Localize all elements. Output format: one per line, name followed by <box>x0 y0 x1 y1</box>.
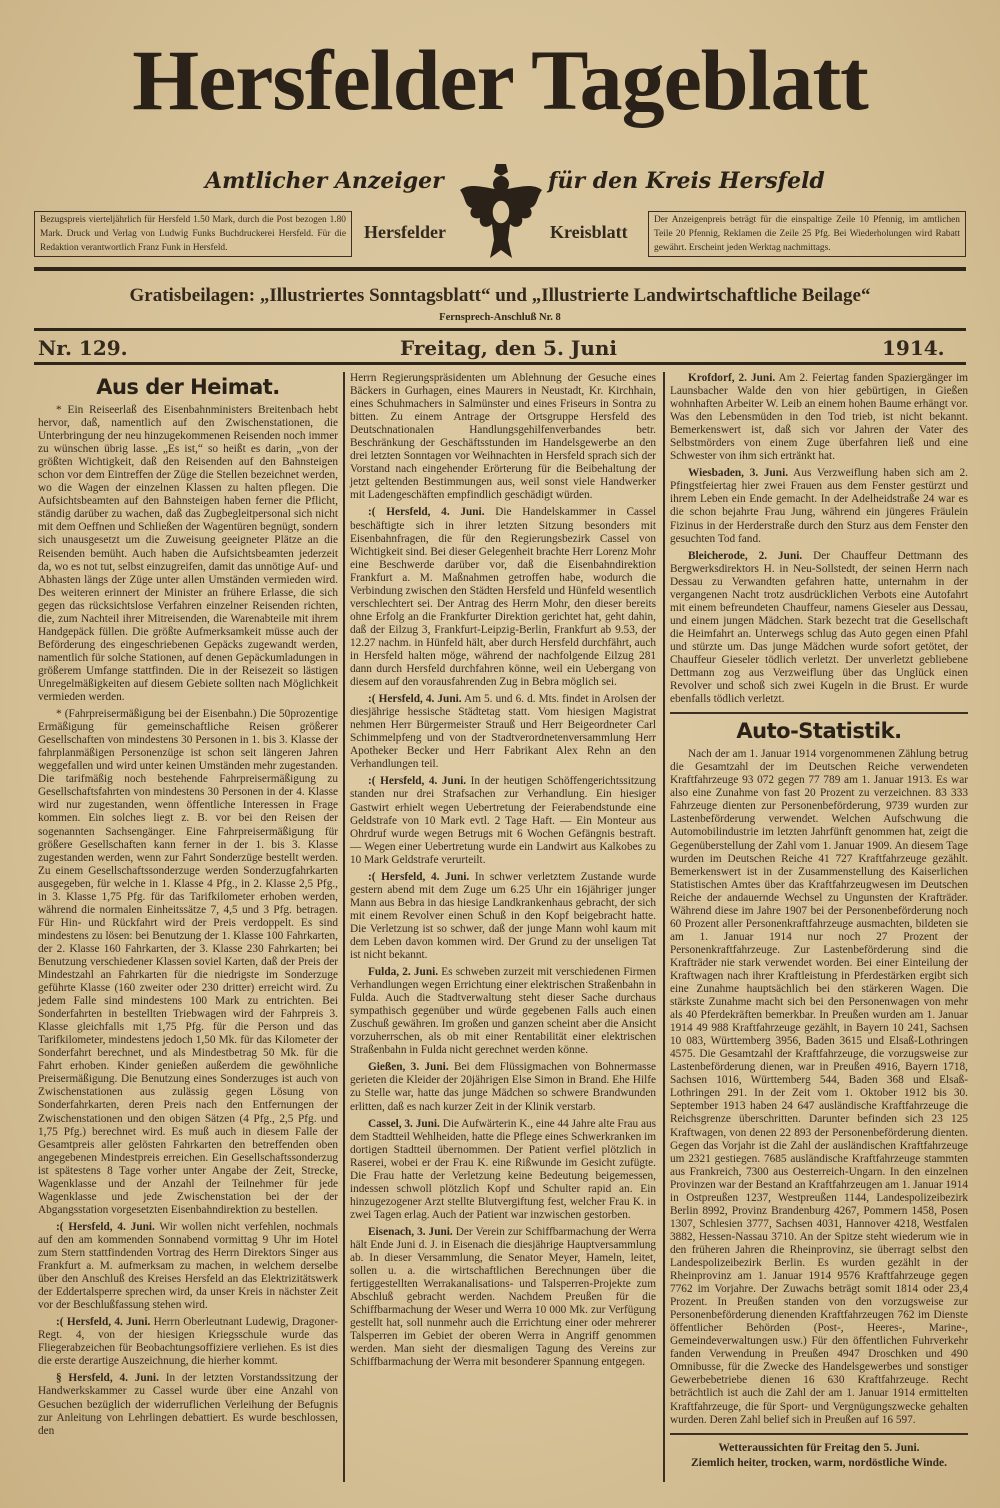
article-paragraph <box>38 1221 338 1312</box>
article-paragraph <box>38 1372 338 1437</box>
article-dateline: :( Hersfeld, 4. Juni. <box>56 1316 151 1329</box>
article-text: Am 5. und 6. d. Mts. findet in Arolsen der diesjährige hessische Städtetag statt. Vom hiesigen Magistrat nehmen Herr Bürgermeister Strauß und Herr Beigeordneter Carl Schimmelpfeng und von der Stadtverordnetenversammlung Herr Apotheker Becker und Herr Fabrikant Alex Rehn an den Verhandlungen teil. <box>350 693 656 771</box>
subtitle-right: für den Kreis Hersfeld <box>548 168 825 194</box>
article-dateline: :( Hersfeld, 4. Juni. <box>56 1220 155 1233</box>
article-dateline: Gießen, 3. Juni. <box>368 1061 449 1074</box>
article-paragraph <box>350 693 656 771</box>
article-text: Nach der am 1. Januar 1914 vorgenommenen Zählung betrug die Gesamtzahl der im Deutschen Reiche verwendeten Kraftfahrzeuge 93 072 gegen 77 789 am 1. Januar 1913. Es war also eine Zunahme von fast 20 Prozent zu verzeichnen. 83 333 Fahrzeuge dienten zur Personenbeförderung, 9739 wurden zur Lastenbeförderung verwendet. Welchen Aufschwung die Automobilindustrie im letzten Jahrfünft genommen hat, zeigt die Gegenüberstellung der Zahl vom 1. Januar 1909. An diesem Tage wurden im Deutschen Reiche 41 727 Kraftfahrzeuge gezählt. Bemerkenswert ist in der Zusammenstellung des Kaiserlichen Statistischen Amtes über das Kraftfahrzeugwesen im Deutschen Reiche der andauernde Wechsel zu Ungunsten der Krafträder. Während diese im Jahre 1907 bei der Personenbeförderung noch 60 Prozent aller Personenkraftfahrzeuge ausmachten, bildeten sie am 1. Januar 1914 nur noch 27 Prozent der Personenkraftfahrzeuge. Zur Lastenbeförderung sind die Krafträder nie stark verwendet worden. Bei einer Einteilung der Kraftwagen nach ihrer Kraftleistung in Pferdestärken ergibt sich eine Zunahme hauptsächlich bei den stärkeren Wagen. Die stärkste Zunahme macht sich bei den Personenwagen von mehr als 40 Pferdekräften bemerkbar. In Preußen wurden am 1. Januar 1914 49 988 Kraftfahrzeuge gezählt, in Bayern 10 241, Sachsen 10 083, Württemberg 3956, Baden 3615 und Elsaß-Lothringen 4575. Die Gesamtzahl der Kraftfahrzeuge, die vorzugsweise zur Lastenbeförderung dienen, war in Preußen 4916, Bayern 1718, Sachsen 1016, Württemberg 544, Baden 368 und Elsaß-Lothringen 291. In der Zeit vom 1. Oktober 1912 bis 30. September 1913 haben 24 647 ausländische Kraftfahrzeuge die Reichsgrenze überschritten. Darunter befinden sich 23 125 Kraftwagen, von denen 22 893 der Personenbeförderung dienten. Gegen das Vorjahr ist die Zahl der ausländischen Kraftfahrzeuge um 2321 gestiegen. 7685 ausländische Kraftfahrzeuge stammten aus Frankreich, 7300 aus Oesterreich-Ungarn. In den einzelnen Provinzen war der Bestand an Kraftfahrzeugen am 1. Januar 1914 in Ostpreußen 1237, Westpreußen 1144, Landespolizeibezirk Berlin 8992, Provinz Brandenburg 4267, Pommern 1458, Posen 1307, Schlesien 3777, Sachsen 4031, Hannover 4218, Westfalen 3882, Hessen-Nassau 3710. An der Spitze steht wiederum wie in den früheren Jahren die Rheinprovinz, sie überragt selbst den Landespolizeibezirk Berlin. Es wurden gezählt in der Rheinprovinz am 1. Januar 1914 9576 Kraftfahrzeuge gegen 7762 im Vorjahre. Der Zuwachs beträgt somit 1814 oder 23,4 Prozent. In Preußen standen von den vorzugsweise zur Personenbeförderung dienenden Kraftfahrzeugen 762 im Dienste öffentlicher Behörden (Post-, Heeres-, Marine-, Gemeindeverwaltungen usw.) Für den öffentlichen Fuhrverkehr fanden Verwendung in Preußen 4947 Droschken und 490 Omnibusse, für die Zwecke des Handelsgewerbes und sonstiger Gewerbebetriebe dienen 16 630 Kraftfahrzeuge. Recht beträchtlich ist auch die Zahl der am 1. Januar 1914 ermittelten Kraftfahrzeuge, die für Sport- und Vergnügungszwecke gehalten wurden. Deren Zahl belief sich in Preußen auf 16 597. <box>670 748 968 1426</box>
article-text: Die Aufwärterin K., eine 44 Jahre alte Frau aus dem Stadtteil Wehlheiden, hatte die Pflege eines Schwerkranken im dortigen Stadtteil übernommen. Der Patient verfiel plötzlich in Raserei, wobei er der Frau K. eine Rißwunde im Gesicht zufügte. Die Frau hatte der Verletzung keine Bedeutung beigemessen, indessen schwoll plötzlich Kopf und Schulter rapid an. Ein hinzugezogener Arzt stellte Blutvergiftung fest, welcher Frau K. in zwei Tagen erlag. Auch der Patient war inzwischen gestorben. <box>350 1117 657 1221</box>
article-text: Es schweben zurzeit mit verschiedenen Firmen Verhandlungen wegen Errichtung einer elektrischen Straßenbahn in Fulda. Auch die Stadtverwaltung steht dieser Sache durchaus sympathisch gegenüber und würde gegebenen Falls auch einen Zuschuß gewähren. Im großen und ganzen scheint aber die Ansicht vorzuherrschen, als ob mit einer Rentabilität einer elektrischen Straßenbahn in Fulda nicht gerechnet werden könne. <box>350 966 656 1057</box>
issue-date: Freitag, den 5. Juni <box>400 336 618 360</box>
article-paragraph <box>670 467 968 545</box>
article-paragraph <box>350 372 656 502</box>
imperial-eagle-icon <box>456 160 546 265</box>
article-paragraph <box>350 1061 656 1113</box>
weather-text: Ziemlich heiter, trocken, warm, nordöstliche Winde. <box>690 1456 948 1469</box>
article-paragraph <box>38 404 338 704</box>
article-paragraph <box>38 708 338 1217</box>
article-dateline: Krofdorf, 2. Juni. <box>688 372 776 384</box>
article-dateline: § Hersfeld, 4. Juni. <box>56 1372 159 1385</box>
emblem-label-right: Kreisblatt <box>550 222 628 242</box>
article-text: In der heutigen Schöffengerichtssitzung standen nur drei Strafsachen zur Verhandlung. Ein hiesiger Gastwirt erhielt wegen Uebertretung der Feierabendstunde eine Geldstrafe von 10 Mark evtl. 2 Tage Haft. — Ein Monteur aus Ohrdruf wurde wegen Betrugs mit 6 Wochen Gefängnis bestraft. — Wegen einer Uebertretung wurde ein Landwirt aus Kalkobes zu 10 Mark Geldstrafe verurteilt. <box>350 775 656 866</box>
divider <box>34 328 966 331</box>
column-1 <box>38 372 338 1442</box>
article-text: Aus Verzweiflung haben sich am 2. Pfingstfeiertag hier zwei Frauen aus dem Fenster gestürzt und ihrem Leben ein Ende gemacht. In der Adelheidstraße 24 war es die schon bejahrte Frau Jung, während ein jüngeres Fräulein Fizinus in der Herderstraße durch den Sturz aus dem Fenster den gesuchten Tod fand. <box>670 467 969 545</box>
phone-line: Fernsprech-Anschluß Nr. 8 <box>439 312 561 323</box>
article-dateline: :( Hersfeld, 4. Juni. <box>368 775 467 788</box>
article-dateline: :( Hersfeld, 4. Juni. <box>368 870 470 883</box>
advertising-info-box: Der Anzeigenpreis beträgt für die einspaltige Zeile 10 Pfennig, im amtlichen Teile 20 Pfennig, Reklamen die Zeile 25 Pfg. Bei Wiederholungen wird Rabatt gewährt. Erscheint jeden Werktag nachmittags. <box>648 211 966 257</box>
article-text: Herrn Oberleutnant Ludewig, Dragoner-Regt. 4, von der hiesigen Kriegsschule wurde das Fliegerabzeichen für Beobachtungsoffiziere verliehen. Es ist dies die erste derartige Auszeichnung, die hierher kommt. <box>38 1316 339 1368</box>
article-text: Der Chauffeur Dettmann des Bergwerksdirektors H. in Neu-Sollstedt, der seinen Herrn nach Dessau zu Verwandten gefahren hatte, unternahm in der vergangenen Nacht trotz ausdrücklichen Verbots eine Autofahrt mit einem befreundeten Chauffeur, namens Gieseler aus Dessau, und einem jungen Mädchen. Stark bezecht trat die Gesellschaft die Heimfahrt an. Unterwegs schlug das Auto gegen einen Pfahl und stürzte um. Das junge Mädchen wurde sofort getötet, der Chauffeur Gieseler tödlich verletzt. Der unverletzt gebliebene Dettmann zog aus Verzweiflung über das Unglück einen Revolver und schoß sich zwei Kugeln in die Brust. Er wurde ebenfalls tödlich verletzt. <box>670 549 969 706</box>
article-dateline: Cassel, 3. Juni. <box>368 1117 440 1130</box>
article-dateline: Bleicherode, 2. Juni. <box>688 549 803 562</box>
article-dateline: Wiesbaden, 3. Juni. <box>688 467 789 480</box>
subscription-info-box: Bezugspreis vierteljährlich für Hersfeld 1.50 Mark, durch die Post bezogen 1.80 Mark. Druck und Verlag von Ludwig Funks Buchdruckerei Hersfeld. Für die Redaktion verantwortlich Franz Funk in Hersfeld. <box>34 211 352 257</box>
article-text: In der letzten Vorstandssitzung der Handwerkskammer zu Cassel wurde über eine Anzahl von Gesuchen bezüglich der widerruflichen Verleihung der Befugnis zur Anleitung von Lehrlingen debattiert. Es wurde beschlossen, den <box>38 1372 339 1437</box>
section-heading: Auto-Statistik. <box>736 719 902 744</box>
article-dateline: Eisenach, 3. Juni. <box>368 1225 453 1238</box>
article-paragraph <box>350 1226 656 1370</box>
article-text: * (Fahrpreisermäßigung bei der Eisenbahn.) Die 50prozentige Ermäßigung für gemeinschaftliche Reisen größerer Gesellschaften von mindestens 30 Personen in 1. bis 3. Klasse der fahrplanmäßigen Personenzüge ist schon seit längeren Jahren weggefallen und wird unter keinen Umständen mehr zugestanden. Die tarifmäßig noch bestehende Fahrpreisermäßigung zu Gesellschaftsfahrten von mindestens 30 Personen in der 4. Klasse wird nur zugestanden, wenn öffentliche Interessen in Frage kommen. Ein solches liegt z. B. vor bei den Reisen der sogenannten Sachsengänger. Eine Fahrpreisermäßigung für größere Gesellschaften kann ferner in der 1. bis 3. Klasse zugestanden werden, wenn zur Fahrt Sonderzüge bestellt werden. Zu einem Gesellschaftssonderzuge werden Sonderzugfahrkarten ausgegeben, für welche in 1. Klasse 4 Pfg., in 2. Klasse 2,5 Pfg., in 3. Klasse 1,75 Pfg. für das Tarifkilometer erhoben werden, während die normalen Einheitssätze 7, 4,5 und 3 Pfg. betragen. Für Hin- und Rückfahrt wird der Preis verdoppelt. Es sind mindestens zu lösen: bei Benutzung der 1. Klasse 100 Fahrkarten, der 2. Klasse 160 Fahrkarten, der 3. Klasse 230 Fahrkarten; bei Benutzung verschiedener Klassen soviel Karten, daß der Preis der Mindestzahl an Fahrkarten für die niedrigste im Sonderzuge geführte Klasse (160 zweiter oder 230 dritter) erreicht wird. Zu jedem Falle sind mindestens 100 Mark zu entrichten. Bei Sonderfahrten in bestellten Triebwagen wird der Fahrpreis 3. Klasse gleichfalls mit 1,75 Pfg. für die Person und das Tarifkilometer, mindestens jedoch 1,50 Mk. für das Kilometer der Sonderfahrt berechnet, und als Mindestbetrag 50 Mk. für die Fahrt erhoben. Kinder genießen außerdem die gewöhnliche Preisermäßigung. Die Benutzung eines Sonderzuges ist auch von Zwischenstationen aus zulässig gegen Lösung von Sonderfahrkarten, deren Preis nach den Entfernungen der Zwischenstationen und den obigen Sätzen (4 Pfg., 2,5 Pfg. und 1,75 Pfg.) berechnet wird. Es muß auch in diesem Falle der Gesamtpreis aller gelösten Fahrkarten den betreffenden oben angegebenen Mindestpreis erreichen. Ein Gesellschaftssonderzug ist spätestens 8 Tage vorher unter Angabe der Zeit, Strecke, Wagenklasse und der Anzahl der Teilnehmer für jede Wagenklasse und jede Zwischenstation bei der der Abgangsstation vorgesetzten Eisenbahndirektion zu bestellen. <box>38 708 338 1216</box>
article-paragraph <box>670 748 968 1426</box>
article-text: Bei dem Flüssigmachen von Bohnermasse gerieten die Kleider der 20jährigen Else Simon in Brand. Ehe Hilfe zu Stelle war, hatte das junge Mädchen so schwere Brandwunden erlitten, daß es nach kurzer Zeit in der Klinik verstarb. <box>350 1061 656 1113</box>
article-dateline: :( Hersfeld, 4. Juni. <box>368 506 485 519</box>
divider <box>670 1433 968 1435</box>
divider <box>670 712 968 714</box>
divider <box>34 362 966 365</box>
article-dateline: Fulda, 2. Juni. <box>368 966 439 979</box>
issue-number: Nr. 129. <box>38 336 128 360</box>
article-text: Der Verein zur Schiffbarmachung der Werra hält Ende Juni d. J. in Eisenach die diesjährige Hauptversammlung ab. In dieser Versammlung, die Senator Meyer, Hameln, leitet, sollen u. a. die wirtschaftlichen Berechnungen über die fertiggestellten Werrakanalisations- und Talsperren-Projekte zum Abschluß gebracht werden. Nachdem Preußen für die Schiffbarmachung der Weser und Werra 10 000 Mk. zur Verfügung gestellt hat, soll nunmehr auch die Errichtung einer oder mehrerer Talsperren im Gebiet der oberen Werra in Angriff genommen werden. Man sieht der diesmaligen Tagung des Vereins zur Schiffbarmachung der Werra mit besonderer Spannung entgegen. <box>350 1225 657 1369</box>
section-heading: Aus der Heimat. <box>96 375 280 399</box>
article-paragraph <box>350 871 656 962</box>
article-paragraph <box>350 1118 656 1222</box>
divider <box>34 267 966 271</box>
column-3 <box>670 372 968 1471</box>
article-paragraph <box>670 550 968 707</box>
article-paragraph <box>38 1316 338 1368</box>
emblem-label-left: Hersfelder <box>364 222 446 242</box>
article-text: * Ein Reiseerlaß des Eisenbahnministers Breitenbach hebt hervor, daß, namentlich auf den Zwischenstationen, die Unterbringung der neu hinzugekommenen Reisenden noch immer zu wünschen übrig lasse. „Es ist,“ so heißt es darin, „von der größten Wichtigkeit, daß den Reisenden auf den Bahnsteigen schon vor dem Eintreffen der Züge die Stellen bezeichnet werden, wo die Wagen der einzelnen Klassen zu halten pflegen. Die Aufsichtsbeamten auf den Bahnsteigen haben ferner die Pflicht, ständig darüber zu wachen, daß das Zugbegleitpersonal sich nicht mit dem Oeffnen und Schließen der Wagentüren begnügt, sondern sich unausgesetzt um die Zuweisung geeigneter Plätze an die Reisenden bemüht. Auch haben die Aufsichtsbeamten jederzeit da, wo es not tut, selbst einzugreifen, damit das unnötige Auf- und Abhasten längs der Züge unter allen Umständen vermieden wird. Des weiteren erinnert der Minister an frühere Erlasse, die sich gegen das rücksichtslose Verfahren einzelner Reisenden richten, die, zum Nachteil ihrer Mitreisenden, die Warenabteile mit ihrem Handgepäck füllen. Die größte Aufmerksamkeit müsse auch der Beförderung des eingeschriebenen Gepäcks zugewandt werden, namentlich für solche Stationen, auf denen Gepäckumladungen in größerem Umfange stattfinden. Die in der Reisezeit so lästigen Unregelmäßigkeiten auf diesem Gebiete sollten nach Möglichkeit vermieden werden. <box>38 404 338 704</box>
article-text: Herrn Regierungspräsidenten um Ablehnung der Gesuche eines Bäckers in Gurhagen, eines Maurers in Neustadt, Kr. Kirchhain, eines Schuhmachers in Salmünster und eines Friseurs in Sontra zu bitten. Zu einem Antrage der Ortsgruppe Hersfeld des Deutschnationalen Handlungsgehilfenverbandes betr. Beschränkung der Geschäftsstunden im Handelsgewerbe an den drei letzten Sonntagen vor Weihnachten in Hersfeld sprach sich der Vorstand nach eingehender Erörterung für die Beibehaltung der jetzt geltenden Bestimmungen aus, weil sonst viele Handwerker mit Ladengeschäften empfindlich geschädigt würden. <box>350 372 656 502</box>
newspaper-title: Hersfelder Tageblatt <box>132 32 868 128</box>
article-paragraph <box>350 966 656 1057</box>
article-dateline: :( Hersfeld, 4. Juni. <box>368 693 462 706</box>
article-text: Wir wollen nicht verfehlen, nochmals auf den am kommenden Sonnabend vormittag 9 Uhr im Hotel zum Stern stattfindenden Vortrag des Herrn Direktors Singer aus Frankfurt a. M. aufmerksam zu machen, in welchem derselbe über den Anschluß des Kreises Hersfeld an das Elektrizitätswerk der Eddertalsperre sprechen wird, da unser Kreis in nächster Zeit vor der Beschlußfassung stehen wird. <box>38 1220 338 1312</box>
column-2 <box>350 372 656 1373</box>
weather-forecast <box>670 1441 968 1471</box>
article-text: In schwer verletztem Zustande wurde gestern abend mit dem Zuge um 6.25 Uhr ein 16jähriger junger Mann aus Bebra in das hiesige Landkrankenhaus gebracht, der sich mit einem Revolver einen Schuß in den Kopf beigebracht hatte. Die Verletzung ist so schwer, daß der junge Mann wohl kaum mit dem Leben davon kommen wird. Der Grund zu der unseligen Tat ist nicht bekannt. <box>350 870 656 962</box>
article-paragraph <box>670 372 968 463</box>
column-divider <box>663 372 665 1482</box>
weather-title: Wetteraussichten für Freitag den 5. Juni. <box>718 1441 920 1454</box>
subtitle-left: Amtlicher Anzeiger <box>205 168 444 194</box>
article-text: Die Handelskammer in Cassel beschäftigte sich in ihrer letzten Sitzung besonders mit Eisenbahnfragen, die für den Regierungsbezirk Cassel von Wichtigkeit sind. Bei dieser Gelegenheit brachte Herr Lorenz Mohr eine Beschwerde darüber vor, daß die Eisenbahndirektion Frankfurt a. M. Maßnahmen getroffen habe, wodurch die Verbindung zwischen den Städten Hersfeld und Hünfeld wesentlich verschlechtert sei. Der Antrag des Herrn Mohr, den dieser bereits ohne Erfolg an die Frankfurter Direktion gerichtet hat, geht dahin, daß der Eilzug 3, Frankfurt-Leipzig-Berlin, Frankfurt ab 9.53, der 12.27 nachm. in Hünfeld hält, aber durch Hersfeld durchfährt, auch in Hersfeld halten möge, während der nachfolgende Eilzug 281 dann durch Hersfeld durchfahren könne, weil ein Uebergang von diesem auf den vorausfahrenden Zug in Bebra möglich sei. <box>350 506 656 689</box>
issue-year: 1914. <box>882 336 945 360</box>
column-divider <box>343 372 345 1482</box>
article-paragraph <box>350 506 656 689</box>
article-text: Am 2. Feiertag fanden Spaziergänger im Launsbacher Walde den von hier gebürtigen, in Gießen wohnhaften Arbeiter W. Leib an einem hohen Baume erhängt vor. Was den Lebensmüden in den Tod trieb, ist nicht bekannt. Bemerkenswert ist, daß sich vor Jahren der Vater des Selbstmörders von einem Zuge überfahren ließ und eine Schwester von ihm sich ertränkt hat. <box>670 372 968 463</box>
supplements-line: Gratisbeilagen: „Illustriertes Sonntagsblatt“ und „Illustrierte Landwirtschaftliche Beilage“ <box>129 285 871 306</box>
article-paragraph <box>350 775 656 866</box>
